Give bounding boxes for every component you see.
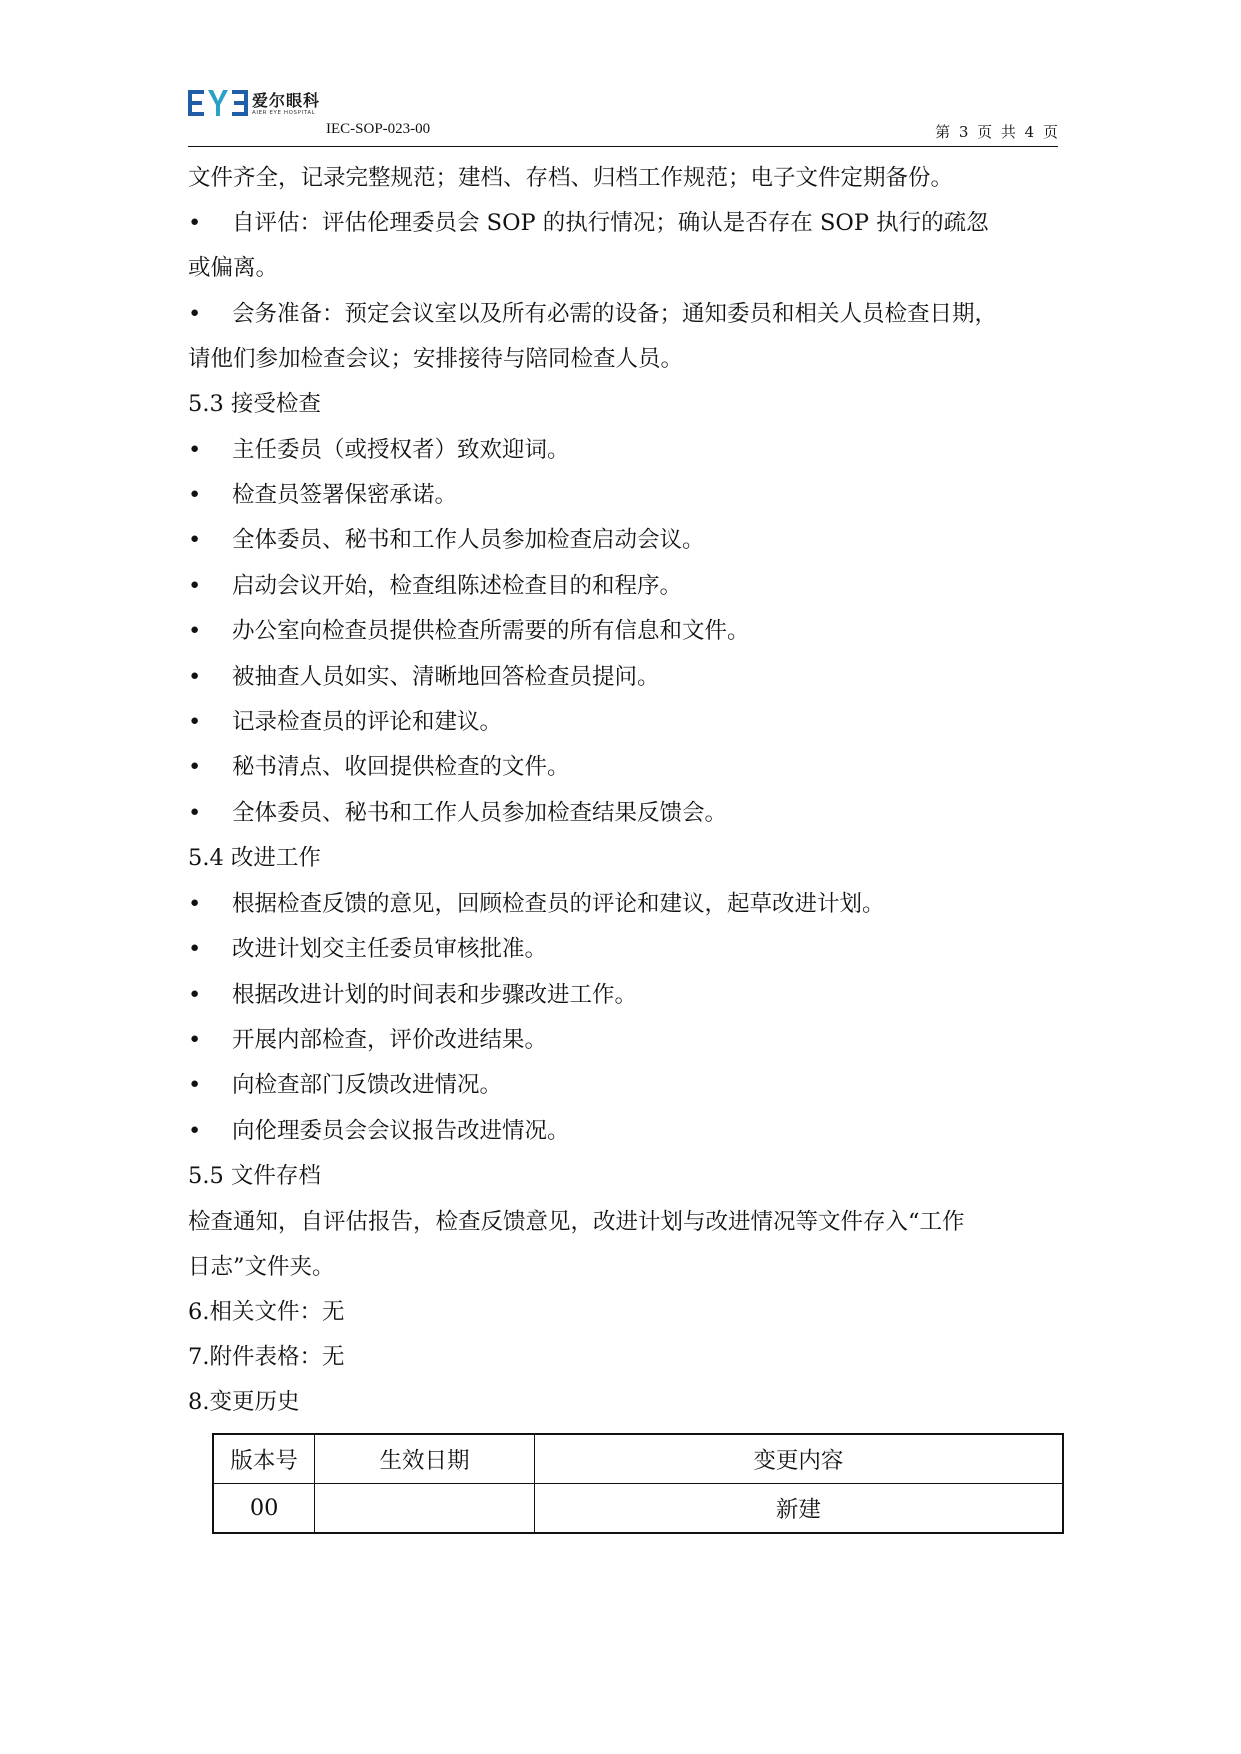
list-item-text: 被抽查人员如实、清晰地回答检查员提问。 (232, 664, 660, 690)
list-item-text: 改进计划交主任委员审核批准。 (232, 936, 548, 962)
bullet-icon: • (188, 527, 202, 553)
bullet-icon: • (188, 709, 202, 735)
table-header-cell: 生效日期 (315, 1434, 534, 1484)
paragraph-archive: 检查通知，自评估报告，检查反馈意见，改进计划与改进情况等文件存入“工作 (188, 1209, 965, 1235)
list-item-continuation: 请他们参加检查会议；安排接待与陪同检查人员。 (188, 346, 684, 372)
table-header-cell: 版本号 (213, 1434, 315, 1484)
paragraph-archive-continuation: 日志”文件夹。 (188, 1254, 335, 1280)
list-item-text: 记录检查员的评论和建议。 (232, 709, 503, 735)
bullet-icon: • (188, 936, 202, 962)
list-item-text: 根据检查反馈的意见，回顾检查员的评论和建议，起草改进计划。 (232, 891, 885, 917)
bullet-icon: • (188, 437, 202, 463)
section-heading-6: 6.相关文件：无 (188, 1299, 345, 1325)
list-item-continuation: 或偏离。 (188, 255, 279, 281)
page-header (188, 84, 1058, 147)
bullet-icon: • (188, 301, 202, 327)
bullet-icon: • (188, 482, 202, 508)
bullet-icon: • (188, 210, 202, 236)
section-heading-7: 7.附件表格：无 (188, 1344, 345, 1370)
logo-chinese-name: 爱尔眼科 (252, 91, 321, 110)
bullet-icon: • (188, 664, 202, 690)
list-item-text: 办公室向检查员提供检查所需要的所有信息和文件。 (232, 618, 750, 644)
table-cell: 新建 (534, 1484, 1063, 1534)
bullet-icon: • (188, 754, 202, 780)
section-heading-5-5: 5.5 文件存档 (188, 1163, 321, 1189)
bullet-icon: • (188, 891, 202, 917)
bullet-icon: • (188, 800, 202, 826)
list-item-text: 向伦理委员会会议报告改进情况。 (232, 1118, 570, 1144)
bullet-icon: • (188, 1072, 202, 1098)
list-item-text: 会务准备：预定会议室以及所有必需的设备；通知委员和相关人员检查日期， (232, 301, 998, 327)
section-heading-5-3: 5.3 接受检查 (188, 391, 321, 417)
list-item-text: 秘书清点、收回提供检查的文件。 (232, 754, 570, 780)
section-heading-8: 8.变更历史 (188, 1389, 300, 1415)
list-item-text: 开展内部检查，评价改进结果。 (232, 1027, 548, 1053)
list-item-text: 启动会议开始，检查组陈述检查目的和程序。 (232, 573, 683, 599)
paragraph-file-management: 文件齐全，记录完整规范；建档、存档、归档工作规范；电子文件定期备份。 (188, 165, 954, 191)
bullet-icon: • (188, 618, 202, 644)
section-heading-5-4: 5.4 改进工作 (188, 845, 321, 871)
bullet-icon: • (188, 573, 202, 599)
list-item-text: 根据改进计划的时间表和步骤改进工作。 (232, 982, 638, 1008)
table-row (213, 1484, 1063, 1534)
bullet-icon: • (188, 1027, 202, 1053)
bullet-icon: • (188, 1118, 202, 1144)
list-item-text: 自评估：评估伦理委员会 SOP 的执行情况；确认是否存在 SOP 执行的疏忽 (232, 210, 989, 236)
list-item-text: 全体委员、秘书和工作人员参加检查启动会议。 (232, 527, 705, 553)
page-number: 第 3 页 共 4 页 (935, 123, 1058, 141)
table-header-cell: 变更内容 (534, 1434, 1063, 1484)
bullet-icon: • (188, 982, 202, 1008)
table-cell (315, 1484, 534, 1534)
logo (188, 88, 358, 124)
list-item-text: 向检查部门反馈改进情况。 (232, 1072, 503, 1098)
eye-logo-icon (188, 90, 248, 116)
list-item-text: 全体委员、秘书和工作人员参加检查结果反馈会。 (232, 800, 728, 826)
change-history-table (212, 1433, 1064, 1534)
document-code: IEC-SOP-023-00 (326, 121, 431, 137)
table-cell: 00 (213, 1484, 315, 1534)
list-item-text: 主任委员（或授权者）致欢迎词。 (232, 437, 570, 463)
table-header-row (213, 1434, 1063, 1484)
logo-english-name: AIER EYE HOSPITAL (252, 110, 316, 116)
list-item-text: 检查员签署保密承诺。 (232, 482, 458, 508)
